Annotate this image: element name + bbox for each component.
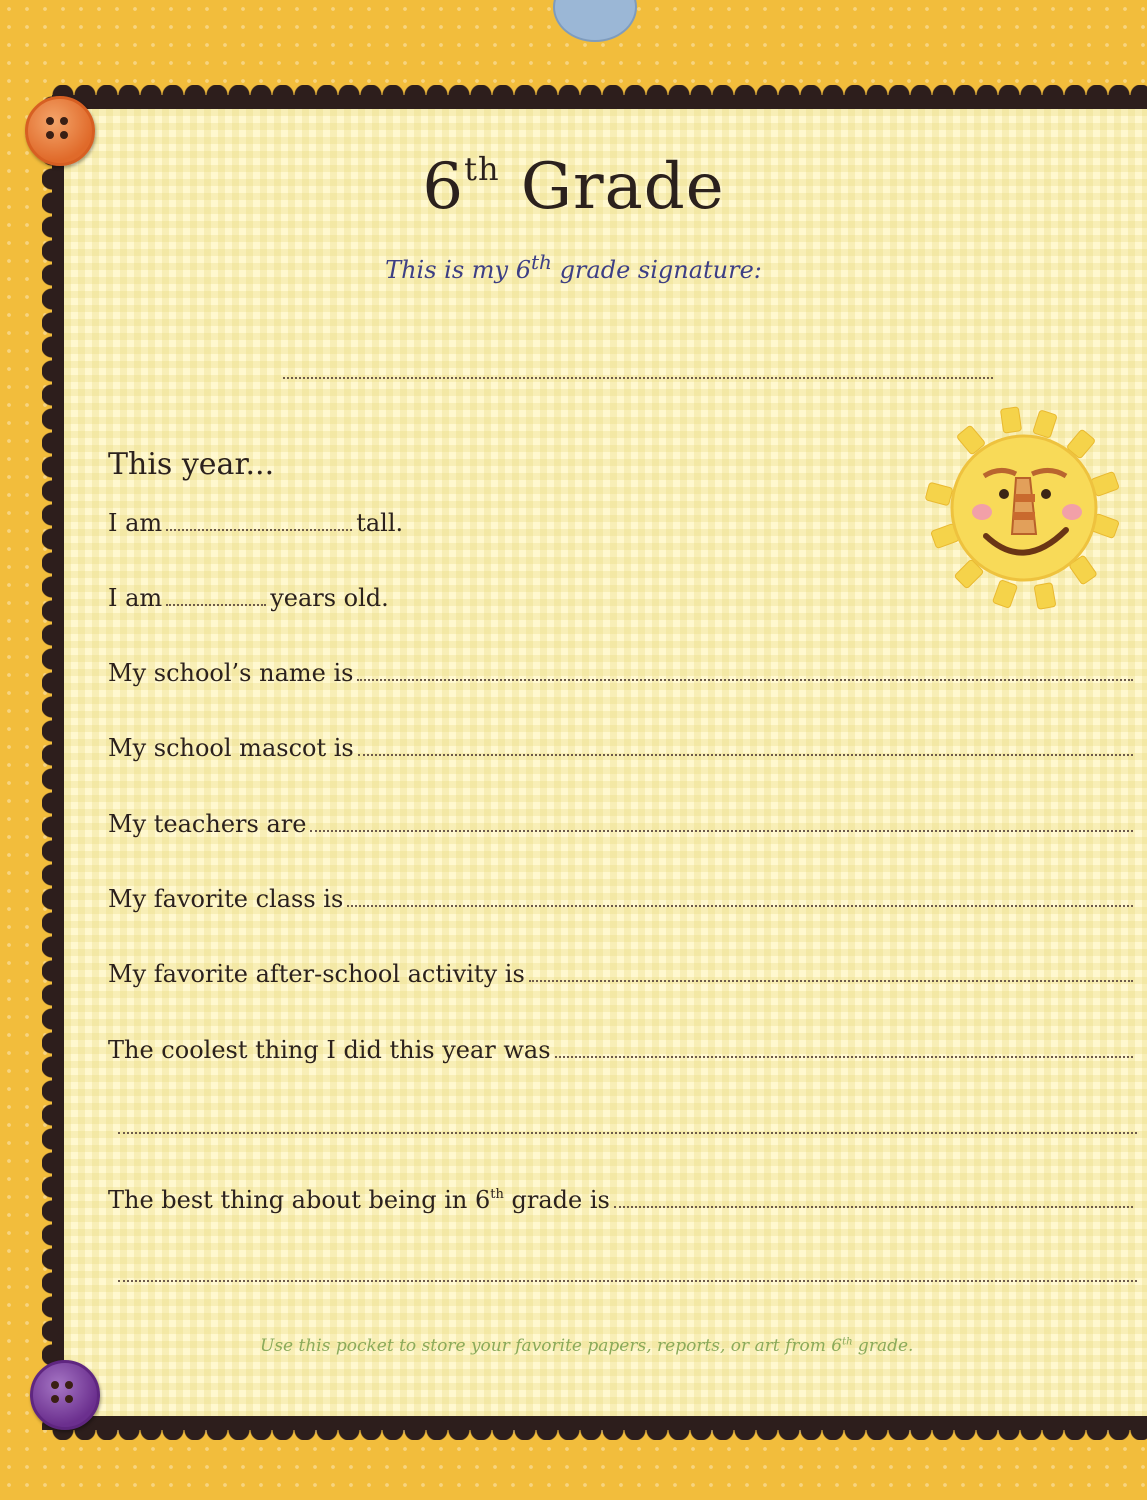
signature-line[interactable] [283,377,993,379]
mascot-label: My school mascot is [108,734,354,762]
page-card [52,95,1147,1430]
teachers-row [108,806,1137,838]
height-row [108,505,403,537]
best-blank[interactable] [614,1206,1133,1208]
best-row [108,1182,1137,1214]
coolest-blank[interactable] [555,1056,1133,1058]
age-blank[interactable] [166,604,266,606]
height-blank[interactable] [166,529,352,531]
scallop-border-top [52,85,1147,105]
purple-button-icon [30,1360,100,1430]
age-label: I am [108,584,163,612]
teachers-label: My teachers are [108,810,307,838]
age-unit: years old. [270,584,389,612]
folder-tab [553,0,637,42]
mascot-blank[interactable] [358,754,1133,756]
pocket-note: Use this pocket to store your favorite papers, reports, or art from 6th grade. [260,1336,914,1356]
gingham-paper [64,109,1147,1416]
activity-row [108,956,1137,988]
section-heading: This year... [108,447,275,482]
coolest-label: The coolest thing I did this year was [108,1036,551,1064]
scallop-border-bottom [52,1420,1147,1440]
favorite-class-label: My favorite class is [108,885,344,913]
height-label: I am [108,509,163,537]
teachers-blank[interactable] [310,830,1133,832]
scallop-border-left [42,95,62,1430]
coolest-row [108,1032,1137,1064]
page-title: 6th Grade [422,150,725,224]
activity-label: My favorite after-school activity is [108,960,525,988]
age-row [108,580,389,612]
sun-icon [924,402,1124,622]
mascot-row [108,730,1137,762]
height-unit: tall. [356,509,404,537]
favorite-class-blank[interactable] [347,905,1133,907]
signature-prompt: This is my 6th grade signature: [385,250,762,284]
favorite-class-row [108,881,1137,913]
school-name-label: My school’s name is [108,659,354,687]
best-label: The best thing about being in 6th grade is [108,1186,610,1214]
best-extra-line[interactable] [118,1280,1137,1282]
coolest-extra-line[interactable] [118,1132,1137,1134]
school-name-row [108,655,1137,687]
school-name-blank[interactable] [357,679,1133,681]
activity-blank[interactable] [529,980,1133,982]
